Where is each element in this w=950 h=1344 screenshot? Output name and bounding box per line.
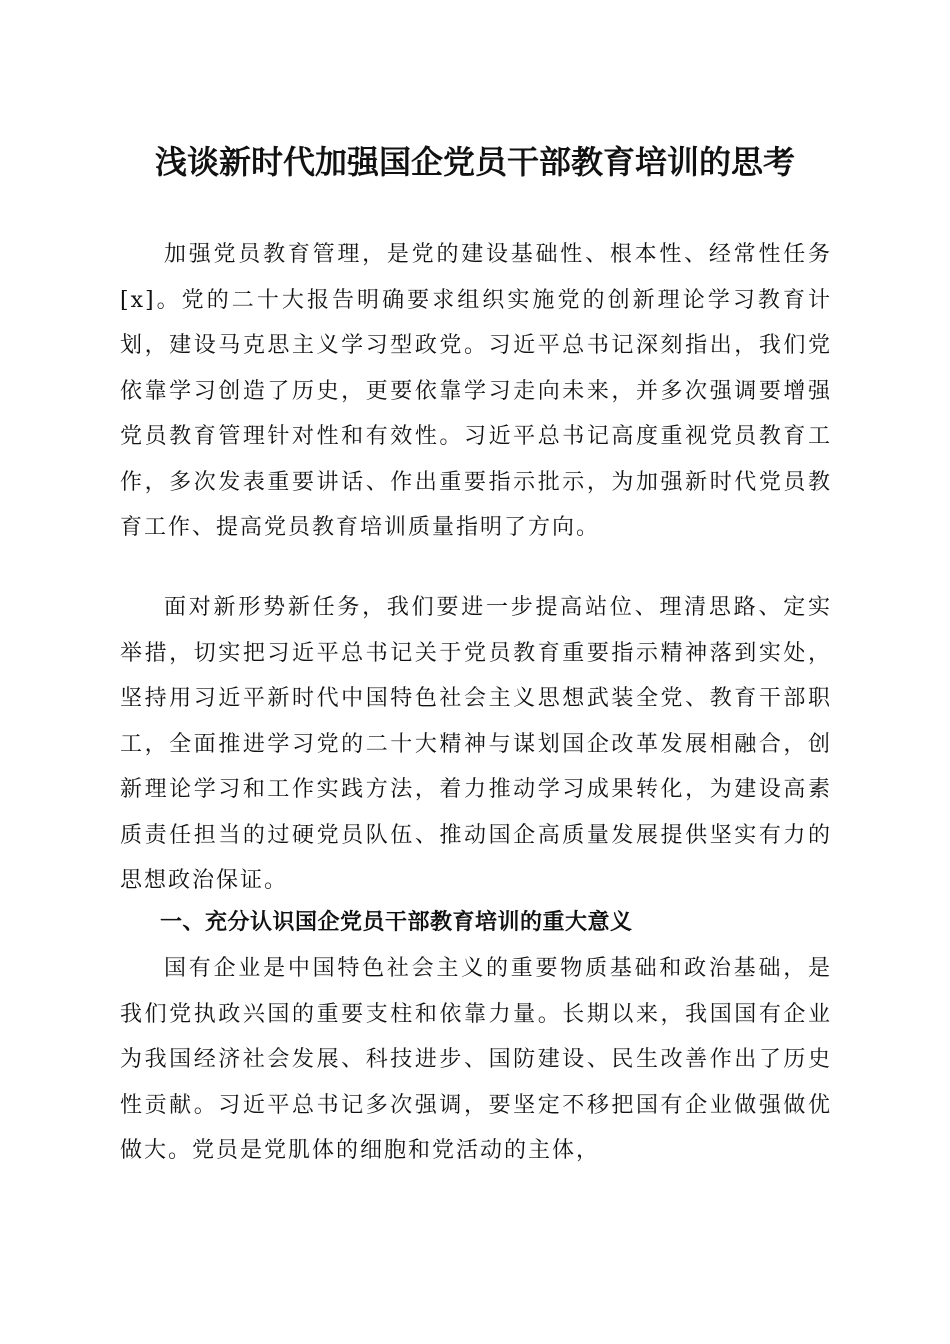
paragraph-section-one: 国有企业是中国特色社会主义的重要物质基础和政治基础，是我们党执政兴国的重要支柱和依靠力量。长期以来，我国国有企业为我国经济社会发展、科技进步、国防建设、民生改善作出了历史性贡献。习近平总书记多次强调，要坚定不移把国有企业做强做优做大。党员是党肌体的细胞和党活动的主体， — [120, 956, 832, 1163]
section-heading: 一、充分认识国企党员干部教育培训的重大意义 — [160, 910, 633, 935]
document-title: 浅谈新时代加强国企党员干部教育培训的思考 — [154, 143, 795, 181]
paragraph-new-tasks: 面对新形势新任务，我们要进一步提高站位、理清思路、定实举措，切实把习近平总书记关于党员教育重要指示精神落到实处，坚持用习近平新时代中国特色社会主义思想武装全党、教育干部职工，全面推进学习党的二十大精神与谋划国企改革发展相融合，创新理论学习和工作实践方法，着力推动学习成果转化，为建设高素质责任担当的过硬党员队伍、推动国企高质量发展提供坚实有力的思想政治保证。 — [120, 595, 832, 893]
paragraph-intro: 加强党员教育管理，是党的建设基础性、根本性、经常性任务[x]。党的二十大报告明确要求组织实施党的创新理论学习教育计划，建设马克思主义学习型政党。习近平总书记深刻指出，我们党依靠学习创造了历史，更要依靠学习走向未来，并多次强调要增强党员教育管理针对性和有效性。习近平总书记高度重视党员教育工作，多次发表重要讲话、作出重要指示批示，为加强新时代党员教育工作、提高党员教育培训质量指明了方向。 — [120, 242, 832, 540]
